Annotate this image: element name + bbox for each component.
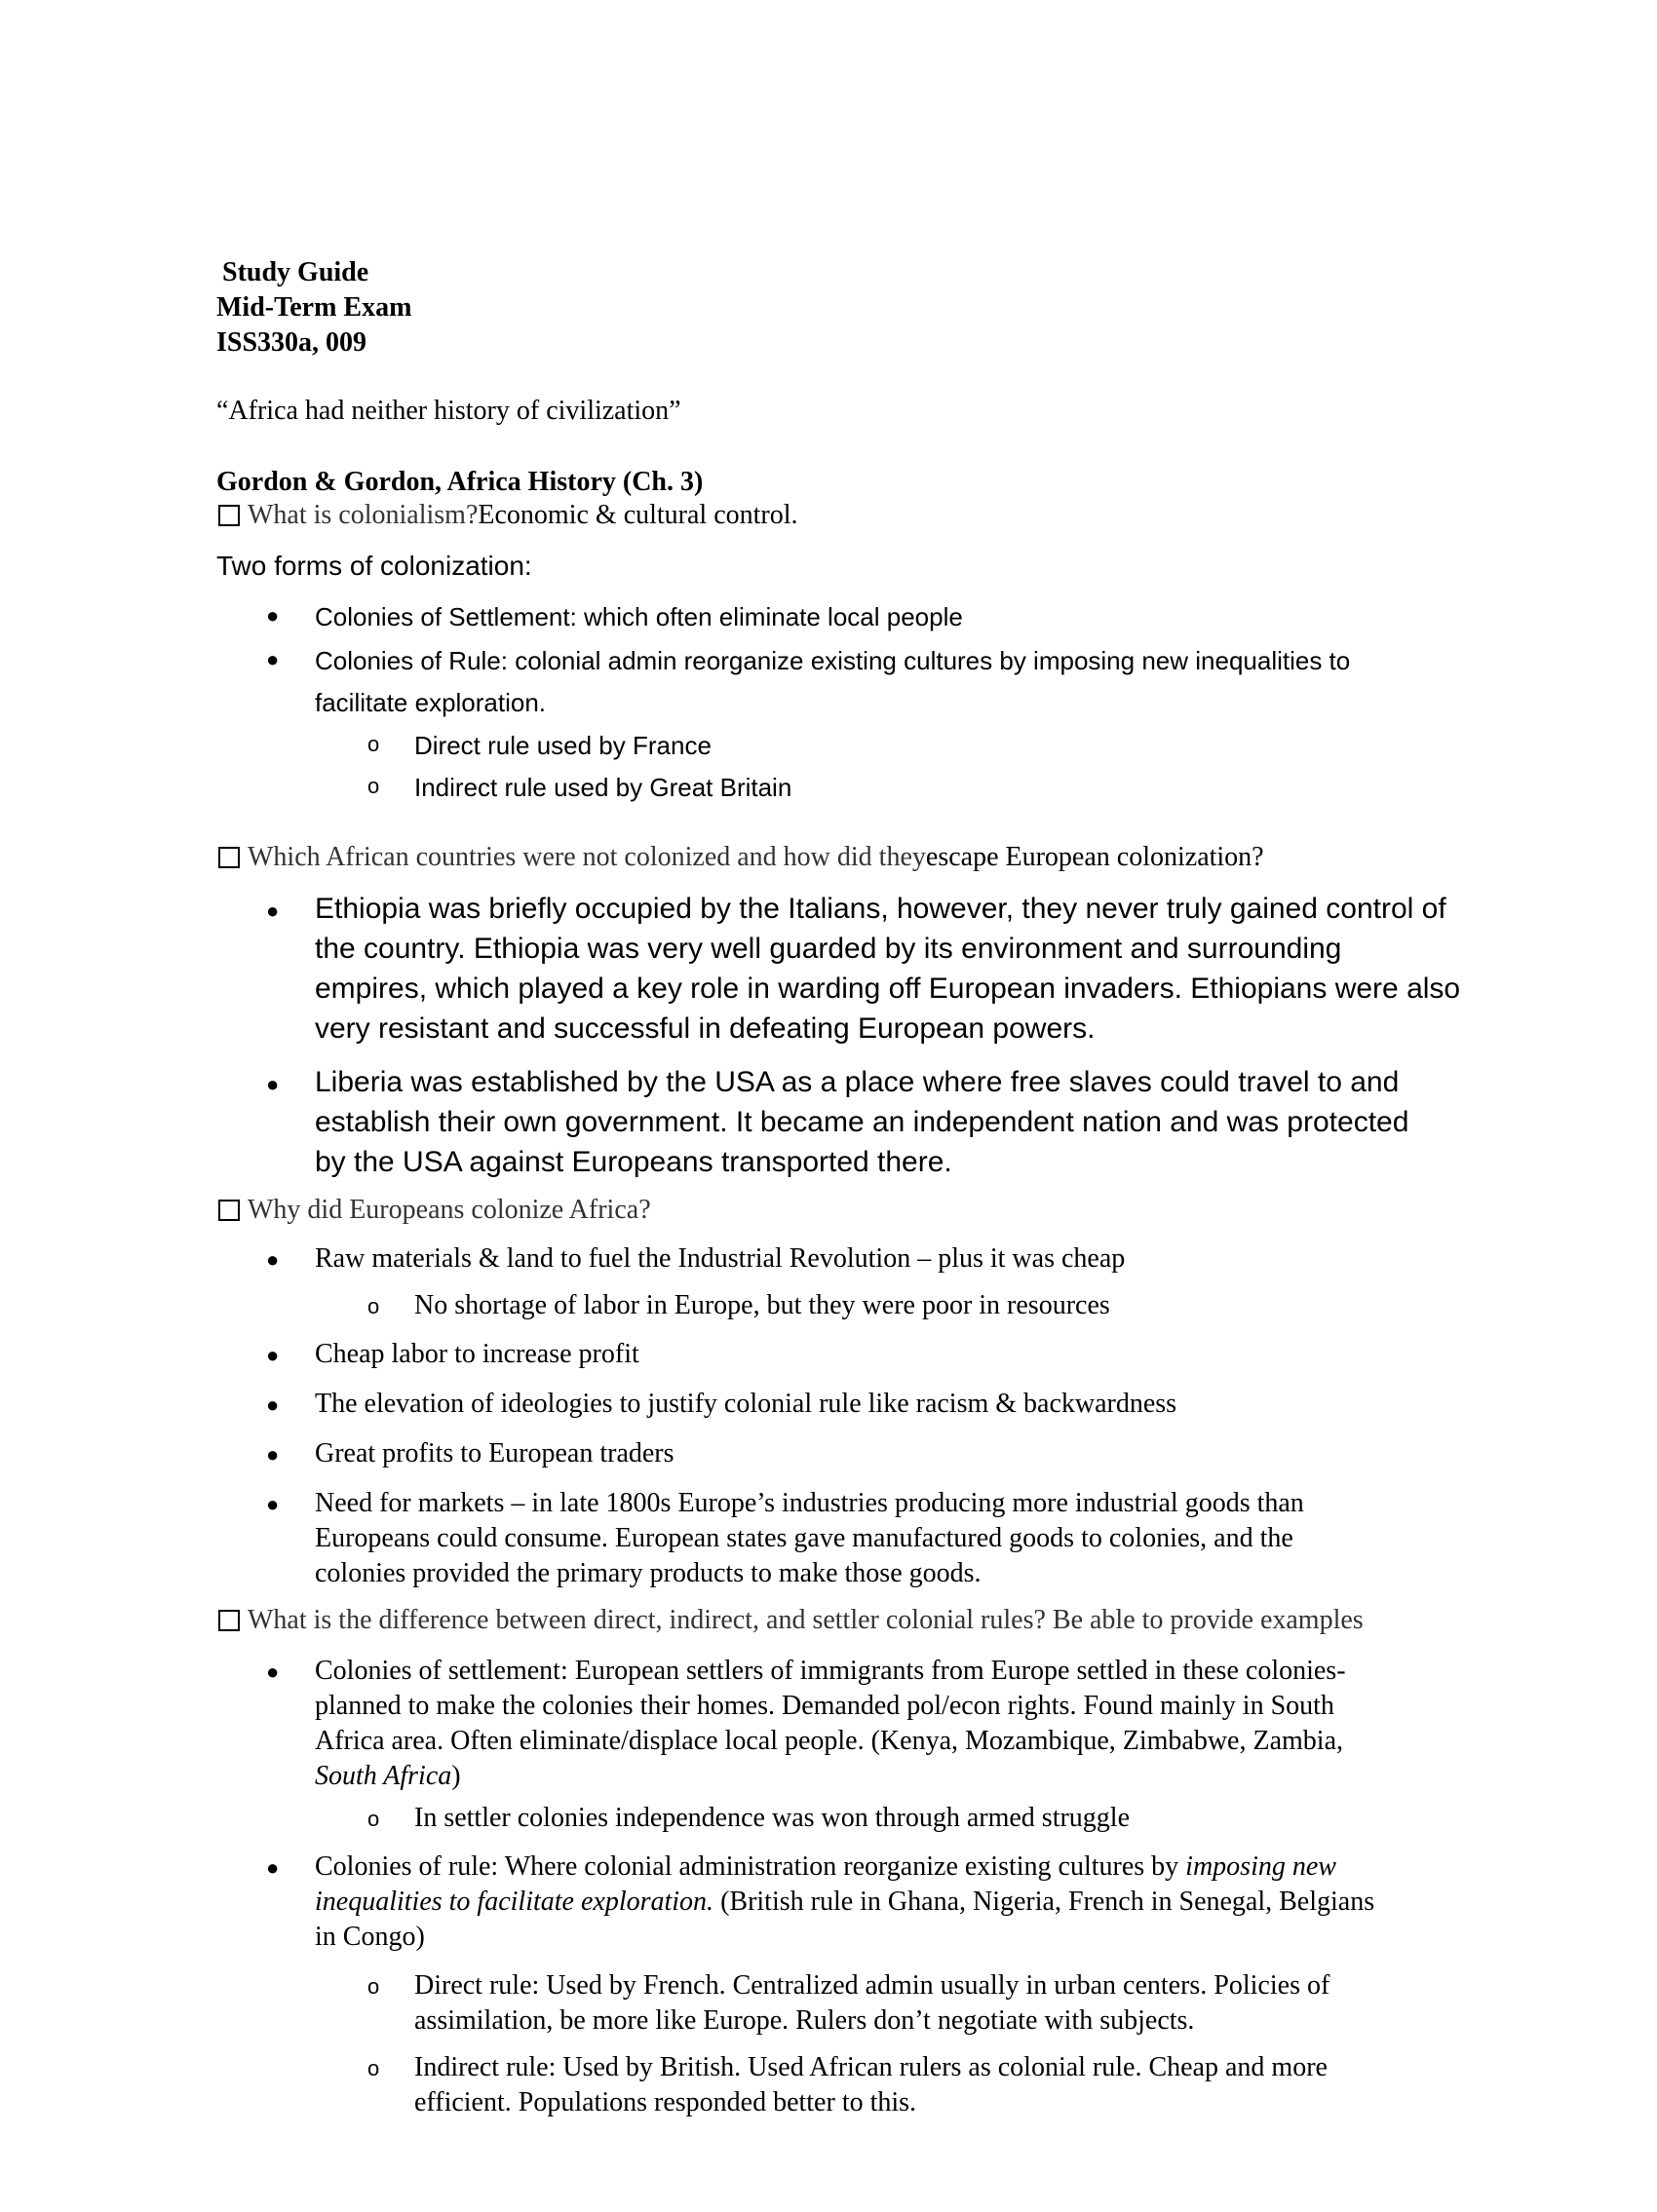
ethiopia-line: Ethiopia was briefly occupied by the Italians, however, they never truly gained control of (315, 893, 1446, 925)
list-item: Cheap labor to increase profit (315, 1339, 639, 1369)
question-why-colonize (218, 1193, 651, 1228)
sub-list-item: No shortage of labor in Europe, but they were poor in resources (414, 1290, 1110, 1320)
liberia-line: by the USA against Europeans transported there. (315, 1146, 952, 1178)
empty-checkbox-icon (218, 505, 240, 526)
liberia-line: Liberia was established by the USA as a place where free slaves could travel to and (315, 1066, 1400, 1098)
bullet-dot-icon: ● (266, 1492, 280, 1516)
list-item: Great profits to European traders (315, 1438, 674, 1468)
rule-line (315, 1850, 1336, 1885)
direct-rule-line: Direct rule: Used by French. Centralized admin usually in urban centers. Policies of (414, 1970, 1330, 2001)
hollow-circle-icon: o (367, 774, 380, 798)
indirect-rule-line: efficient. Populations responded better to this. (414, 2087, 917, 2117)
bullet-dot-icon: ● (266, 1659, 280, 1684)
bullet-dot-icon: ● (266, 1442, 280, 1467)
question-text: Why did Europeans colonize Africa? (248, 1195, 651, 1225)
question-rule-types (218, 1603, 1364, 1638)
list-item: Need for markets – in late 1800s Europe’s industries producing more industrial goods than (315, 1488, 1304, 1518)
list-item-cont: colonies provided the primary products to make those goods. (315, 1558, 982, 1588)
bullet-dot-icon: ● (266, 1247, 280, 1272)
rule-text: (British rule in Ghana, Nigeria, French in Senegal, Belgians (713, 1887, 1375, 1917)
question-text: What is colonialism? (248, 500, 479, 530)
sub-list-item: Direct rule used by France (414, 731, 712, 760)
hollow-circle-icon: o (367, 732, 380, 756)
liberia-line: establish their own government. It became an independent nation and was protected (315, 1106, 1409, 1138)
bullet-dot-icon: ● (266, 1343, 280, 1367)
rule-italic: inequalities to facilitate exploration. (315, 1887, 714, 1917)
sub-list-item: In settler colonies independence was won through armed struggle (414, 1803, 1131, 1833)
empty-checkbox-icon (218, 1200, 240, 1221)
direct-rule-line: assimilation, be more like Europe. Rulers don’t negotiate with subjects. (414, 2005, 1195, 2036)
quote: “Africa had neither history of civilization” (216, 396, 681, 426)
empty-checkbox-icon (218, 847, 240, 868)
bullet-dot-icon: ● (266, 647, 280, 671)
question-answer: Economic & cultural control. (478, 500, 798, 530)
rule-line: in Congo) (315, 1922, 425, 1952)
rule-italic: imposing new (1185, 1851, 1336, 1882)
list-item: The elevation of ideologies to justify colonial rule like racism & backwardness (315, 1389, 1177, 1419)
bullet-dot-icon: ● (266, 1392, 280, 1417)
hollow-circle-icon: o (367, 1807, 380, 1831)
doc-course: ISS330a, 009 (216, 327, 367, 358)
question-text-rest: escape European colonization? (925, 842, 1264, 872)
list-item-cont: Europeans could consume. European states gave manufactured goods to colonies, and the (315, 1523, 1293, 1553)
doc-exam: Mid-Term Exam (216, 292, 412, 323)
bullet-dot-icon: ● (266, 1072, 280, 1096)
ethiopia-line: empires, which played a key role in warding off European invaders. Ethiopians were also (315, 973, 1461, 1005)
settlement-line: planned to make the colonies their homes. Demanded pol/econ rights. Found mainly in South (315, 1691, 1334, 1721)
forms-title: Two forms of colonization: (216, 551, 532, 581)
ethiopia-line: the country. Ethiopia was very well guarded by its environment and surrounding (315, 933, 1342, 965)
settlement-line: Colonies of settlement: European settlers of immigrants from Europe settled in these colonies- (315, 1656, 1346, 1686)
sub-list-item: Indirect rule used by Great Britain (414, 773, 792, 802)
list-item: Colonies of Rule: colonial admin reorganize existing cultures by imposing new inequalities to (315, 646, 1351, 675)
bullet-dot-icon: ● (266, 1855, 280, 1880)
question-text: Which African countries were not colonized and how did they (248, 842, 926, 872)
section-title: Gordon & Gordon, Africa History (Ch. 3) (216, 467, 704, 497)
doc-title: Study Guide (222, 257, 369, 287)
rule-text: Colonies of rule: Where colonial administration reorganize existing cultures by (315, 1851, 1186, 1882)
settlement-line: Africa area. Often eliminate/displace local people. (Kenya, Mozambique, Zimbabwe, Zambia, (315, 1726, 1344, 1756)
settlement-close: ) (451, 1761, 461, 1791)
settlement-italic: South Africa (315, 1761, 452, 1791)
hollow-circle-icon: o (367, 1294, 380, 1318)
question-not-colonized (218, 840, 1264, 875)
hollow-circle-icon: o (367, 2056, 380, 2080)
bullet-dot-icon: ● (266, 898, 280, 923)
hollow-circle-icon: o (367, 1974, 380, 1999)
question-text: What is the difference between direct, indirect, and settler colonial rules? Be able to provide examples (248, 1605, 1364, 1635)
bullet-dot-icon: ● (266, 603, 280, 628)
rule-line (315, 1885, 1374, 1920)
question-colonialism (218, 498, 798, 533)
empty-checkbox-icon (218, 1610, 240, 1631)
list-item-cont: facilitate exploration. (315, 688, 547, 717)
list-item: Raw materials & land to fuel the Industrial Revolution – plus it was cheap (315, 1243, 1126, 1274)
settlement-line-end (315, 1759, 461, 1794)
ethiopia-line: very resistant and successful in defeating European powers. (315, 1012, 1096, 1045)
indirect-rule-line: Indirect rule: Used by British. Used African rulers as colonial rule. Cheap and more (414, 2052, 1328, 2082)
list-item: Colonies of Settlement: which often eliminate local people (315, 602, 963, 631)
